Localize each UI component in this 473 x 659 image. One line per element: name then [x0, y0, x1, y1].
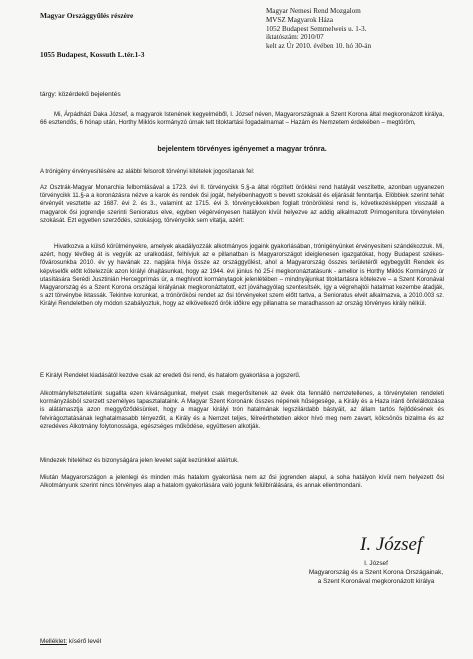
handwritten-signature: I. József [360, 534, 423, 555]
paragraph-text: E Királyi Rendelet kiadásától kezdve csak az eredeti ősi rend, és hatalom gyakorlása a jogszerű. [40, 372, 301, 379]
paragraph-text: Az Osztrák-Magyar Monarchia felbomlásával a 1723. évi II. törvénycikk 5.§-a által rögzített öröklési rend hatályát veszítette, azonban ugyanezen törvénycikk 11.§-a a koronázásra nézve a karok és rendek ősi jogát, helyébenhagyott s bevett szokását és eljárását fenntartja. Elöbbiek szerint tehát érvényét vesztette az 1687. évi 2. és 3., valamint az 1715. évi 3. törvénycikkekben foglalt trónöröklési rend is, következésképpen visszaáll a magyarok ősi jogrendje szerinti Senioratus elve, egyben végérvényesen hatályon kívül helyezve az addig alkalmazott Primogenitura törvénytelen szokását. Ezt egyetlen szerződés, szokásjog, törvénycikk sem vitatja, azért: [40, 184, 444, 224]
paragraph-text: Alkotmányfelszteletünk sugallta ezen kívánságunkat, melyet csak megerősítenek az évek óta fennálló nemzetellenes, a törvénytelen rendeleti kormányzásból szerzett személyes tapasztalataink. A Magyar Szent Koronánk összes népének hűségesége, a Király és a Haza iránti önfeláldozása is alátámasztja azon meggyőződésünket, hogy a magyar királyi trón hatalmának legszilárdabb bástyáit, az állam tartós fejlődésének és felvirágoztatásának leghatalmasabb tényezőit, a Király és a Nemzet teljes, félreérthetetlen akkor hívó meg nem zavart, kölcsönös bizalma és az ezredéves Alkotmány folytonossága, egészséges működése, együttesen alkotják. [40, 390, 444, 430]
declaration: bejelentem törvényes igényemet a magyar trónra. [157, 144, 327, 153]
attachment-label: Melléklet: [40, 638, 67, 645]
paragraph-constitution [40, 390, 444, 431]
recipient-address: 1055 Budapest, Kossuth L.tér.1-3 [40, 50, 145, 60]
letter-date: kelt az Úr 2010. évében 10. hó 30-án [266, 42, 371, 51]
subject-line: tárgy: közérdekű bejelentés [40, 91, 121, 98]
paragraph-legal-basis [40, 184, 444, 225]
attachment-note [40, 638, 101, 646]
signature-block [296, 560, 456, 586]
sender-line: Magyar Nemesi Rend Mozgalom [266, 7, 361, 15]
sender-block [266, 7, 371, 51]
intro-paragraph [40, 111, 444, 127]
recipient-name: Magyar Országgyűlés részére [40, 11, 134, 20]
signature-title: a Szent Koronával megkoronázott királya [317, 577, 435, 585]
paragraph-lead [40, 168, 444, 176]
paragraph-text: Miután Magyarországon a jelenlegi és minden más hatalom gyakorlása nem az ősi jogrenden alapul, a soha hatályon kívül nem helyezett ősi Alkotmányunk szerint nincs törvényes alap a hatalom gyakorlására való jogunk felülbírálására, és annak ellentmondani. [40, 474, 444, 490]
intro-text: Mi, Árpádházi Daka József, a magyarok Istenének kegyelméből, I. József néven, Magyarországnak a Szent Korona által megkoronázott királya, 66 esztendős, 6 hónap után, Horthy Miklós kormányzó úrnak tett titoktartási fogadalmamat – Hazám és Nemzetem érdekében – megtöröm, [40, 111, 444, 127]
paragraph-decree [40, 372, 444, 380]
paragraph-attestation [40, 457, 444, 465]
recipient-block [40, 12, 144, 59]
signature-name: I. József [364, 560, 388, 567]
paragraph-claim [40, 243, 444, 309]
signature-title: Magyarország és a Szent Korona Országainak, [308, 568, 444, 576]
paragraph-closing [40, 474, 444, 490]
paragraph-text: Hivatkozva a külső körülményekre, amelyek akadályozzák alkotmányos jogaink gyakorlásában, trónigényünket érvényesíteni szándékozzuk. Mi, azért, hogy tévőleg át is vegyük az uralkodást, felhívjuk az e pillanatban is Magyarországot ideiglenesen igazgatókat, hogy Budapest székes-fővárosunkba 2010. év yy havának zz. napjára hívja össze az országgyűlést, ahol a Magyarország összes területéről egybegyűlt Rendek és képviselők előtt kötelezzük azon királyi óhajtásunkat, hogy az 1944. évi június hó 25-i megkoronáztatásunk - amellor is Horthy Miklós Kormányzó úr utasítására Serédi Jusztinián Hercegprímás úr, a meghívott kormánytagok jelenlétében – mindnyájunkat titoktartásra kötelezve – a Szent Koronával Magyarország és a Szent Korona országai királyának megkoronáztatott, ezt jóváhagyólag szentesítsék, így a végrehajtói hatalmat kezembe átadják, s azt törvénybe iktassák. Tekintve korunkat, a trónörökösi rendet az ősi törvényeket szem előtt tartva, a Senioratus elvét alkalmazva, a 2010.003 sz. Királyi Rendeletben oly módon szabályoztuk, hogy az elkövetkező örök időkre egy pillanatra se maradhasson az ország törvényes király nélkül. [40, 243, 444, 308]
sender-line: MVSZ Magyarok Háza [266, 15, 333, 24]
attachment-text: kísérő levél [67, 638, 102, 645]
paragraph-text: Mindezek hiteléhez és bizonyságára jelen levelet saját kezünkkel aláírtuk. [40, 457, 239, 464]
sender-line: 1052 Budapest Semmelweis u. 1-3. [266, 24, 367, 33]
paragraph-text: A trónigény érvényesítésére az alábbi felsorolt törvényi kitételek jogosítanak fel: [40, 168, 255, 175]
registry-number: iktatószám: 2010/07 [266, 33, 324, 42]
